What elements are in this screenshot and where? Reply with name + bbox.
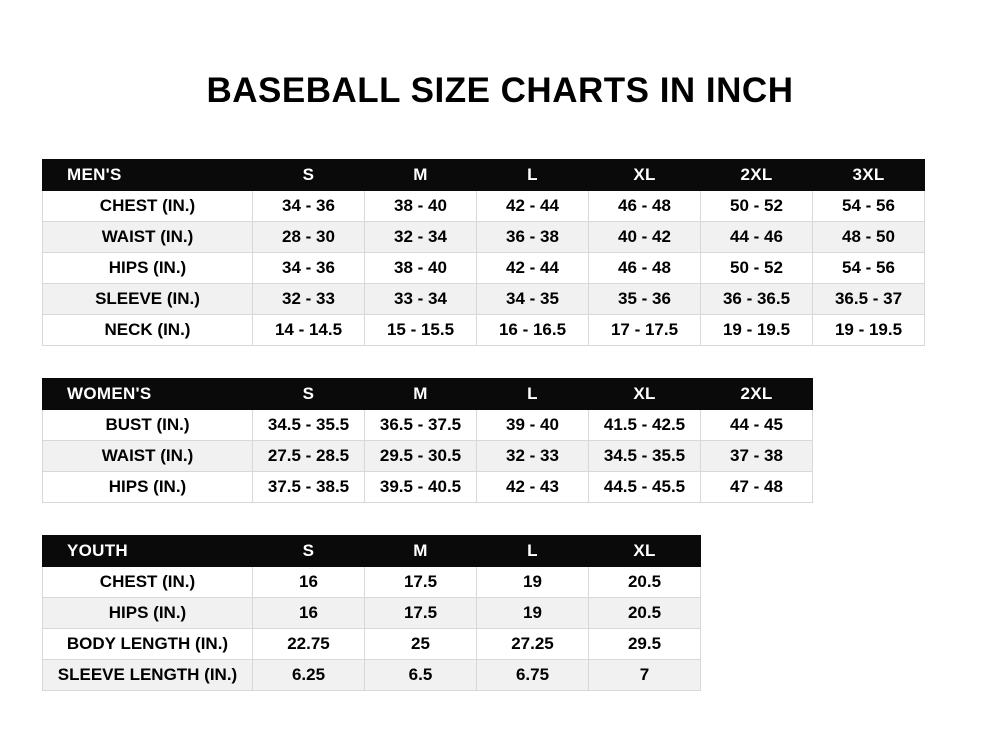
youth-header-m: M bbox=[365, 535, 477, 566]
cell: 50 - 52 bbox=[701, 190, 813, 221]
cell: 6.25 bbox=[253, 659, 365, 690]
mens-header-l: L bbox=[477, 159, 589, 190]
womens-header-xl: XL bbox=[589, 378, 701, 409]
cell: 17 - 17.5 bbox=[589, 314, 701, 345]
youth-header-l: L bbox=[477, 535, 589, 566]
table-row bbox=[43, 252, 925, 283]
table-row bbox=[43, 628, 701, 659]
cell: 17.5 bbox=[365, 566, 477, 597]
cell: 19 bbox=[477, 597, 589, 628]
row-label: BUST (IN.) bbox=[43, 409, 253, 440]
cell: 48 - 50 bbox=[813, 221, 925, 252]
cell: 54 - 56 bbox=[813, 252, 925, 283]
row-label: HIPS (IN.) bbox=[43, 252, 253, 283]
womens-header-l: L bbox=[477, 378, 589, 409]
row-label: HIPS (IN.) bbox=[43, 471, 253, 502]
cell: 22.75 bbox=[253, 628, 365, 659]
row-label: WAIST (IN.) bbox=[43, 440, 253, 471]
size-tables bbox=[0, 159, 1000, 691]
cell: 44 - 45 bbox=[701, 409, 813, 440]
cell: 44 - 46 bbox=[701, 221, 813, 252]
cell: 37 - 38 bbox=[701, 440, 813, 471]
cell: 46 - 48 bbox=[589, 252, 701, 283]
mens-header-s: S bbox=[253, 159, 365, 190]
cell: 42 - 43 bbox=[477, 471, 589, 502]
row-label: HIPS (IN.) bbox=[43, 597, 253, 628]
cell: 6.5 bbox=[365, 659, 477, 690]
mens-header-label: MEN'S bbox=[43, 159, 253, 190]
cell: 25 bbox=[365, 628, 477, 659]
cell: 41.5 - 42.5 bbox=[589, 409, 701, 440]
table-row bbox=[43, 190, 925, 221]
youth-size-table bbox=[42, 535, 701, 691]
cell: 29.5 bbox=[589, 628, 701, 659]
cell: 44.5 - 45.5 bbox=[589, 471, 701, 502]
womens-table-body bbox=[43, 409, 813, 502]
cell: 19 bbox=[477, 566, 589, 597]
cell: 54 - 56 bbox=[813, 190, 925, 221]
mens-header-3xl: 3XL bbox=[813, 159, 925, 190]
youth-table-header bbox=[43, 535, 701, 566]
cell: 6.75 bbox=[477, 659, 589, 690]
cell: 32 - 33 bbox=[477, 440, 589, 471]
cell: 15 - 15.5 bbox=[365, 314, 477, 345]
mens-table-body bbox=[43, 190, 925, 345]
cell: 16 bbox=[253, 566, 365, 597]
cell: 20.5 bbox=[589, 566, 701, 597]
table-header-row bbox=[43, 535, 701, 566]
cell: 16 bbox=[253, 597, 365, 628]
cell: 36.5 - 37 bbox=[813, 283, 925, 314]
table-row bbox=[43, 471, 813, 502]
cell: 36 - 38 bbox=[477, 221, 589, 252]
cell: 34.5 - 35.5 bbox=[589, 440, 701, 471]
cell: 27.25 bbox=[477, 628, 589, 659]
cell: 14 - 14.5 bbox=[253, 314, 365, 345]
cell: 39 - 40 bbox=[477, 409, 589, 440]
cell: 17.5 bbox=[365, 597, 477, 628]
mens-table-header bbox=[43, 159, 925, 190]
cell: 34 - 36 bbox=[253, 252, 365, 283]
cell: 32 - 34 bbox=[365, 221, 477, 252]
youth-header-label: YOUTH bbox=[43, 535, 253, 566]
womens-header-s: S bbox=[253, 378, 365, 409]
cell: 28 - 30 bbox=[253, 221, 365, 252]
row-label: BODY LENGTH (IN.) bbox=[43, 628, 253, 659]
table-row bbox=[43, 283, 925, 314]
table-row bbox=[43, 221, 925, 252]
table-row bbox=[43, 566, 701, 597]
cell: 36.5 - 37.5 bbox=[365, 409, 477, 440]
table-row bbox=[43, 597, 701, 628]
cell: 34 - 35 bbox=[477, 283, 589, 314]
womens-table-header bbox=[43, 378, 813, 409]
cell: 34 - 36 bbox=[253, 190, 365, 221]
cell: 19 - 19.5 bbox=[813, 314, 925, 345]
cell: 40 - 42 bbox=[589, 221, 701, 252]
mens-header-2xl: 2XL bbox=[701, 159, 813, 190]
youth-header-xl: XL bbox=[589, 535, 701, 566]
row-label: SLEEVE LENGTH (IN.) bbox=[43, 659, 253, 690]
cell: 7 bbox=[589, 659, 701, 690]
row-label: SLEEVE (IN.) bbox=[43, 283, 253, 314]
row-label: CHEST (IN.) bbox=[43, 190, 253, 221]
womens-header-label: WOMEN'S bbox=[43, 378, 253, 409]
cell: 29.5 - 30.5 bbox=[365, 440, 477, 471]
cell: 38 - 40 bbox=[365, 190, 477, 221]
table-row bbox=[43, 409, 813, 440]
womens-size-table bbox=[42, 378, 813, 503]
row-label: NECK (IN.) bbox=[43, 314, 253, 345]
cell: 36 - 36.5 bbox=[701, 283, 813, 314]
cell: 27.5 - 28.5 bbox=[253, 440, 365, 471]
cell: 16 - 16.5 bbox=[477, 314, 589, 345]
cell: 33 - 34 bbox=[365, 283, 477, 314]
table-row bbox=[43, 659, 701, 690]
youth-table-body bbox=[43, 566, 701, 690]
table-row bbox=[43, 440, 813, 471]
cell: 20.5 bbox=[589, 597, 701, 628]
table-header-row bbox=[43, 378, 813, 409]
mens-header-xl: XL bbox=[589, 159, 701, 190]
mens-header-m: M bbox=[365, 159, 477, 190]
cell: 42 - 44 bbox=[477, 190, 589, 221]
table-row bbox=[43, 314, 925, 345]
cell: 42 - 44 bbox=[477, 252, 589, 283]
cell: 19 - 19.5 bbox=[701, 314, 813, 345]
cell: 50 - 52 bbox=[701, 252, 813, 283]
mens-size-table bbox=[42, 159, 925, 346]
womens-header-m: M bbox=[365, 378, 477, 409]
cell: 47 - 48 bbox=[701, 471, 813, 502]
cell: 37.5 - 38.5 bbox=[253, 471, 365, 502]
row-label: CHEST (IN.) bbox=[43, 566, 253, 597]
cell: 35 - 36 bbox=[589, 283, 701, 314]
table-header-row bbox=[43, 159, 925, 190]
cell: 34.5 - 35.5 bbox=[253, 409, 365, 440]
cell: 32 - 33 bbox=[253, 283, 365, 314]
youth-header-s: S bbox=[253, 535, 365, 566]
womens-header-2xl: 2XL bbox=[701, 378, 813, 409]
page-title: BASEBALL SIZE CHARTS IN INCH bbox=[206, 71, 794, 110]
cell: 38 - 40 bbox=[365, 252, 477, 283]
cell: 46 - 48 bbox=[589, 190, 701, 221]
row-label: WAIST (IN.) bbox=[43, 221, 253, 252]
cell: 39.5 - 40.5 bbox=[365, 471, 477, 502]
